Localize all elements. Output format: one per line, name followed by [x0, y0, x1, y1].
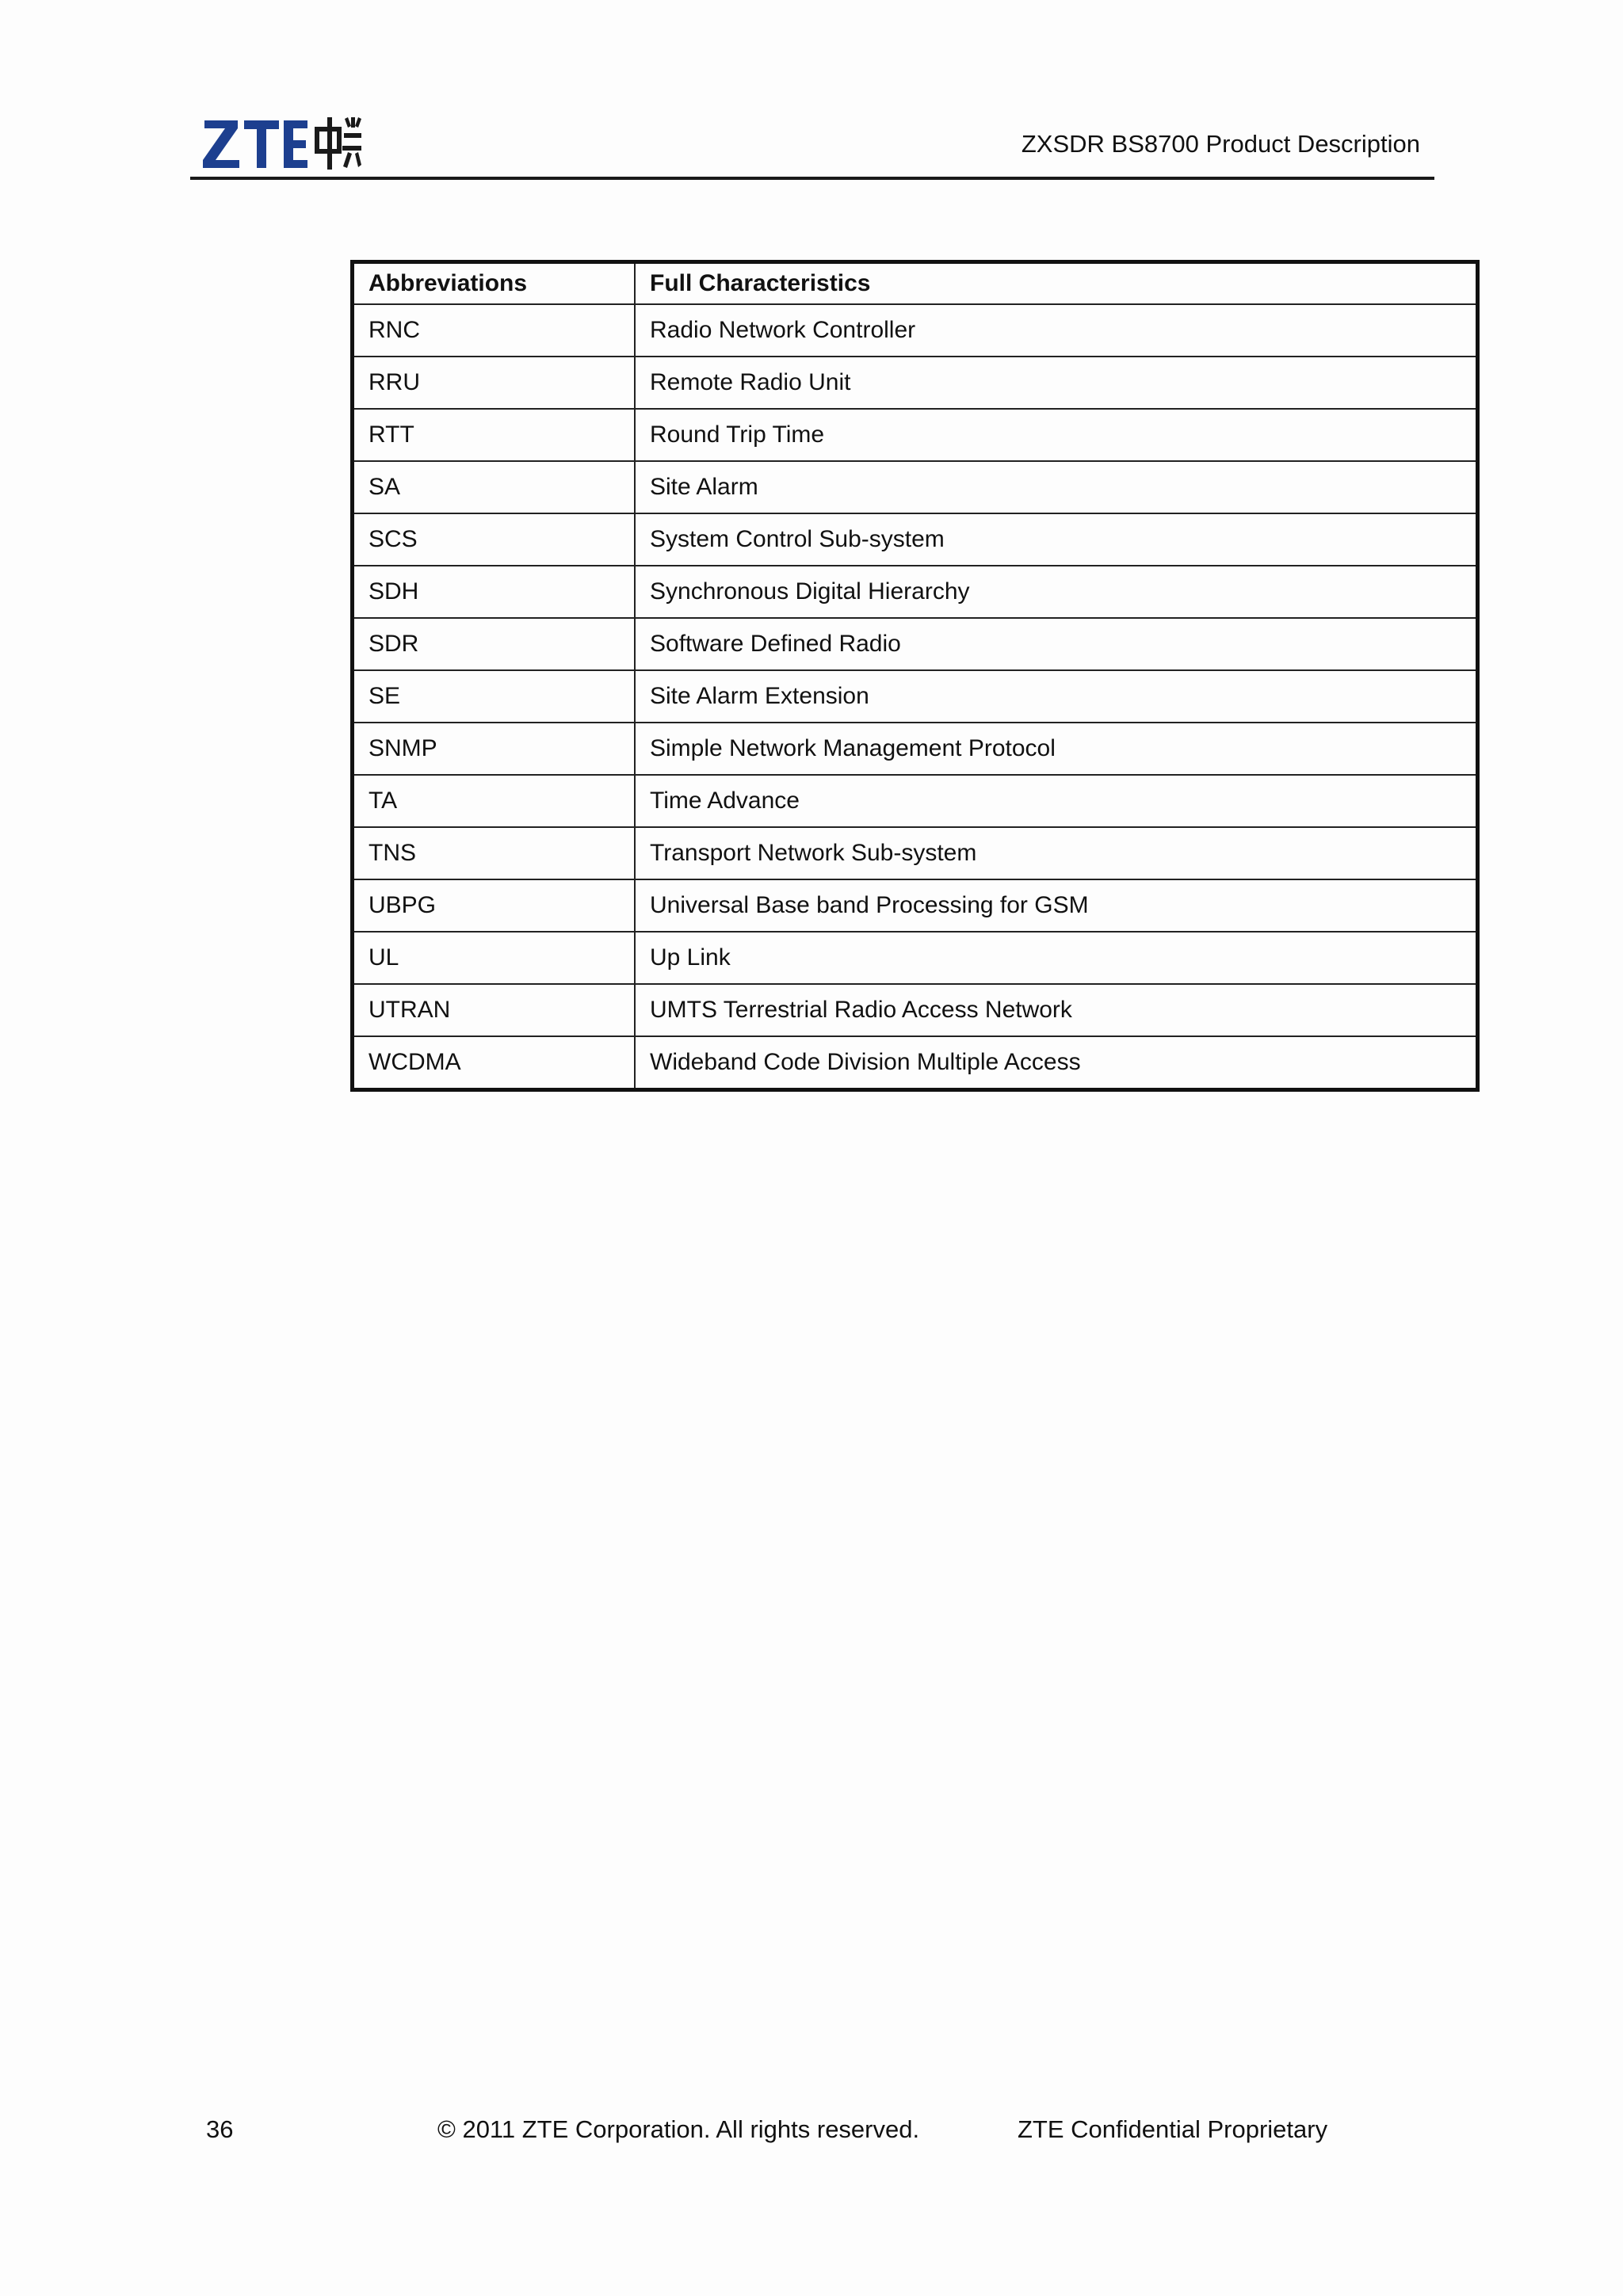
- full-name-cell: Up Link: [635, 932, 1478, 984]
- full-name-cell: Universal Base band Processing for GSM: [635, 879, 1478, 932]
- table-row: [353, 461, 1478, 513]
- table-row: [353, 723, 1478, 775]
- abbreviation-cell: WCDMA: [353, 1036, 636, 1090]
- column-header-full-characteristics: Full Characteristics: [635, 262, 1478, 305]
- abbreviation-cell: TA: [353, 775, 636, 827]
- abbreviation-cell: RTT: [353, 409, 636, 461]
- abbreviation-cell: RRU: [353, 357, 636, 409]
- full-name-cell: Round Trip Time: [635, 409, 1478, 461]
- full-name-cell: Remote Radio Unit: [635, 357, 1478, 409]
- table-row: [353, 513, 1478, 566]
- abbreviation-cell: SDR: [353, 618, 636, 670]
- abbreviation-cell: UTRAN: [353, 984, 636, 1036]
- abbreviation-cell: UL: [353, 932, 636, 984]
- full-name-cell: Wideband Code Division Multiple Access: [635, 1036, 1478, 1090]
- table-row: [353, 827, 1478, 879]
- document-title: ZXSDR BS8700 Product Description: [1021, 130, 1420, 158]
- copyright-notice: © 2011 ZTE Corporation. All rights reserved.: [437, 2115, 920, 2143]
- table-row: [353, 357, 1478, 409]
- zte-logo: [203, 116, 361, 171]
- table-row: [353, 984, 1478, 1036]
- full-name-cell: Simple Network Management Protocol: [635, 723, 1478, 775]
- full-name-cell: Synchronous Digital Hierarchy: [635, 566, 1478, 618]
- abbreviation-cell: SE: [353, 670, 636, 723]
- table-row: [353, 1036, 1478, 1090]
- column-header-abbreviations: Abbreviations: [353, 262, 636, 305]
- full-name-cell: System Control Sub-system: [635, 513, 1478, 566]
- full-name-cell: Transport Network Sub-system: [635, 827, 1478, 879]
- table-row: [353, 304, 1478, 357]
- table-header-row: [353, 262, 1478, 305]
- table-row: [353, 409, 1478, 461]
- full-name-cell: Time Advance: [635, 775, 1478, 827]
- abbreviation-cell: RNC: [353, 304, 636, 357]
- full-name-cell: UMTS Terrestrial Radio Access Network: [635, 984, 1478, 1036]
- header-divider: [190, 177, 1434, 180]
- table-row: [353, 932, 1478, 984]
- abbreviation-cell: SNMP: [353, 723, 636, 775]
- full-name-cell: Radio Network Controller: [635, 304, 1478, 357]
- table-row: [353, 618, 1478, 670]
- abbreviation-cell: SCS: [353, 513, 636, 566]
- page-number: 36: [206, 2115, 234, 2143]
- full-name-cell: Software Defined Radio: [635, 618, 1478, 670]
- table-row: [353, 670, 1478, 723]
- full-name-cell: Site Alarm: [635, 461, 1478, 513]
- table-row: [353, 879, 1478, 932]
- abbreviation-cell: UBPG: [353, 879, 636, 932]
- full-name-cell: Site Alarm Extension: [635, 670, 1478, 723]
- abbreviation-cell: SDH: [353, 566, 636, 618]
- abbreviation-cell: TNS: [353, 827, 636, 879]
- table-row: [353, 566, 1478, 618]
- table-row: [353, 775, 1478, 827]
- abbreviations-table: [350, 260, 1480, 1092]
- abbreviation-cell: SA: [353, 461, 636, 513]
- confidentiality-notice: ZTE Confidential Proprietary: [1018, 2115, 1328, 2143]
